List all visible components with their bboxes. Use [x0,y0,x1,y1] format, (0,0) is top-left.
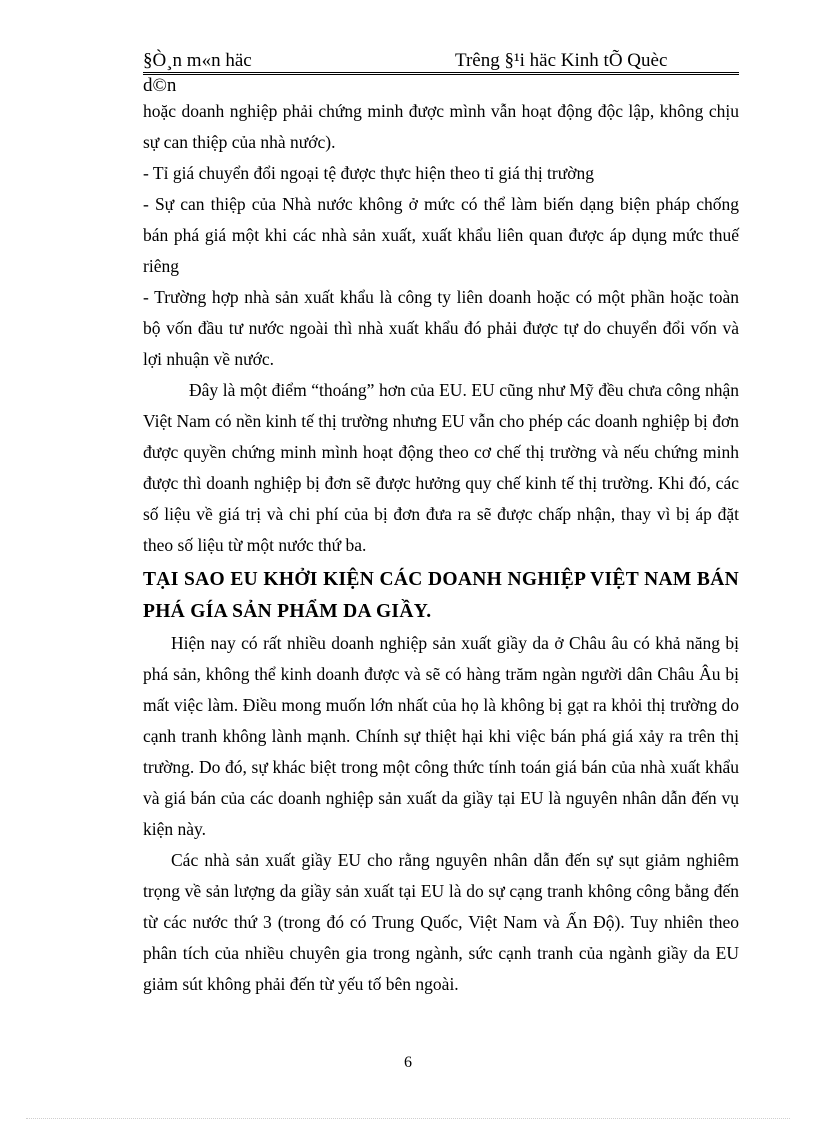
paragraph: - Trường hợp nhà sản xuất khẩu là công ty liên doanh hoặc có một phần hoặc toàn bộ vốn đầu tư nước ngoài thì nhà xuất khẩu đó phải được tự do chuyển đổi vốn và lợi nhuận về nước. [143,287,739,369]
document-body [143,96,739,1000]
page-header [143,50,739,75]
section-heading: TẠI SAO EU KHỞI KIỆN CÁC DOANH NGHIỆP VIỆT NAM BÁN PHÁ GÍA SẢN PHẨM DA GIẦY. [143,569,739,622]
paragraph: Đây là một điểm “thoáng” hơn của EU. EU cũng như Mỹ đều chưa công nhận Việt Nam có nền kinh tế thị trường nhưng EU vẫn cho phép các doanh nghiệp bị đơn được quyền chứng minh mình hoạt động theo cơ chế thị trường và nếu chứng minh được thì doanh nghiệp bị đơn sẽ được hưởng quy chế kinh tế thị trường. Khi đó, các số liệu về giá trị và chi phí của bị đơn đưa ra sẽ được chấp nhận, thay vì bị áp đặt theo số liệu từ một nước thứ ba. [143,380,739,555]
page-number: 6 [404,1054,412,1071]
page-bottom-rule [26,1118,790,1119]
header-right-text: Trêng §¹i häc Kinh tÕ Quèc [455,50,668,71]
header-left-text: §Ò¸n m«n häc [143,50,252,71]
paragraph: hoặc doanh nghiệp phải chứng minh được mình vẫn hoạt động độc lập, không chịu sự can thiệp của nhà nước). [143,101,739,152]
paragraph: Các nhà sản xuất giầy EU cho rằng nguyên nhân dẫn đến sự sụt giảm nghiêm trọng về sản lượng da giầy sản xuất tại EU là do sự cạng tranh không công bằng đến từ các nước thứ 3 (trong đó có Trung Quốc, Việt Nam và Ấn Độ). Tuy nhiên theo phân tích của nhiều chuyên gia trong ngành, sức cạnh tranh của ngành giầy da EU giảm sút không phải đến từ yếu tố bên ngoài. [143,850,739,994]
paragraph: - Sự can thiệp của Nhà nước không ở mức có thể làm biến dạng biện pháp chống bán phá giá một khi các nhà sản xuất, xuất khẩu liên quan được áp dụng mức thuế riêng [143,194,739,276]
paragraph: Hiện nay có rất nhiều doanh nghiệp sản xuất giầy da ở Châu âu có khả năng bị phá sản, không thể kinh doanh được và sẽ có hàng trăm ngàn người dân Châu Âu bị mất việc làm. Điều mong muốn lớn nhất của họ là không bị gạt ra khỏi thị trường do cạnh tranh không lành mạnh. Chính sự thiệt hại khi việc bán phá giá xảy ra trên thị trường. Do đó, sự khác biệt trong một công thức tính toán giá bán của nhà xuất khẩu và giá bán của các doanh nghiệp sản xuất da giầy tại EU là nguyên nhân dẫn đến vụ kiện này. [143,633,739,839]
header-continued-text: d©n [143,75,177,96]
paragraph: - Tỉ giá chuyển đổi ngoại tệ được thực hiện theo tỉ giá thị trường [143,163,594,183]
